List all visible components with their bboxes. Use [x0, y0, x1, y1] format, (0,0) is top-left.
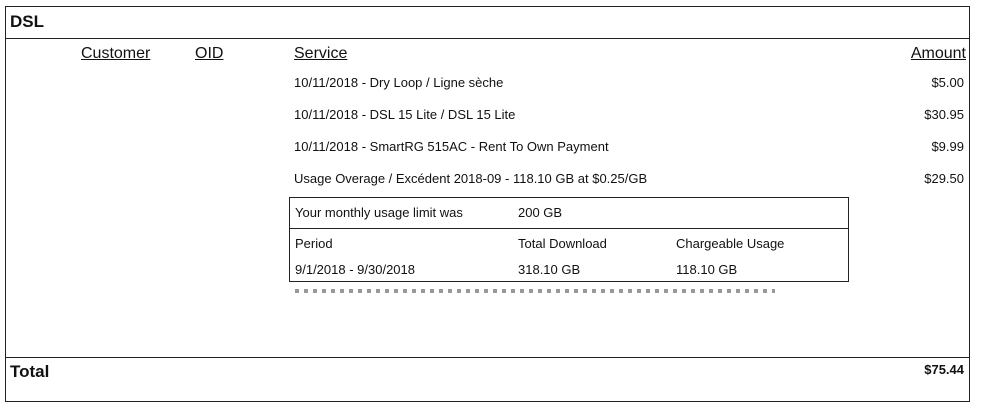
clipped-footnote [295, 289, 775, 293]
line-item-amount: $9.99 [931, 139, 964, 154]
line-item-amount: $30.95 [924, 107, 964, 122]
line-item-amount: $5.00 [931, 75, 964, 90]
line-item-service: 10/11/2018 - SmartRG 515AC - Rent To Own Payment [294, 139, 609, 154]
line-item-service: 10/11/2018 - DSL 15 Lite / DSL 15 Lite [294, 107, 516, 122]
column-header-service: Service [294, 45, 348, 62]
usage-header-period: Period [295, 236, 333, 251]
column-header-customer: Customer [81, 45, 151, 62]
usage-box-divider [290, 228, 848, 229]
usage-limit-label: Your monthly usage limit was [295, 205, 463, 220]
usage-limit-value: 200 GB [518, 205, 563, 220]
line-item-service: 10/11/2018 - Dry Loop / Ligne sèche [294, 75, 504, 90]
total-amount: $75.44 [924, 362, 964, 377]
usage-total-download-value: 318.10 GB [518, 262, 581, 277]
usage-period-value: 9/1/2018 - 9/30/2018 [295, 262, 415, 277]
usage-header-total-download: Total Download [518, 236, 607, 251]
total-label: Total [10, 362, 50, 381]
dsl-invoice-section [5, 6, 970, 402]
title-divider [6, 38, 969, 39]
column-header-amount: Amount [910, 45, 966, 62]
usage-chargeable-value: 118.10 GB [676, 262, 738, 277]
total-divider [6, 357, 969, 358]
line-item-service: Usage Overage / Excédent 2018-09 - 118.10 GB at $0.25/GB [294, 171, 648, 186]
usage-header-chargeable: Chargeable Usage [676, 236, 785, 251]
line-item-amount: $29.50 [924, 171, 964, 186]
section-title: DSL [10, 12, 44, 31]
usage-details-box [289, 197, 849, 282]
column-header-oid: OID [195, 45, 224, 62]
